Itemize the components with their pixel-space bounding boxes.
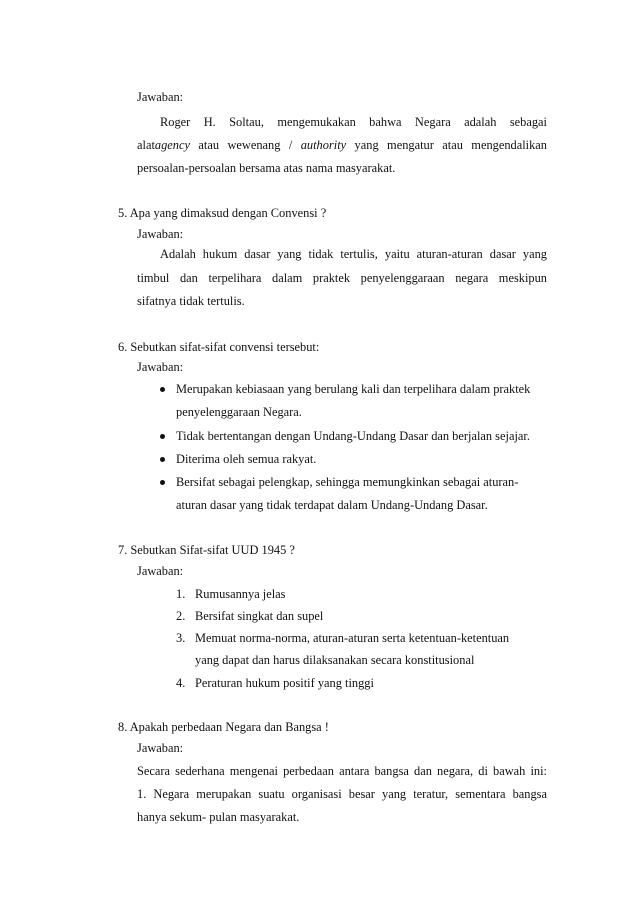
list-item: Merupakan kebiasaan yang berulang kali dan terpelihara dalam praktek xyxy=(176,382,531,396)
answer-label: Jawaban: xyxy=(137,360,184,374)
answer-text-line: hanya sekum- pulan masyarakat. xyxy=(137,810,300,824)
list-number: 1. xyxy=(176,587,186,601)
list-number: 2. xyxy=(176,609,186,623)
answer-text-line: alatagency atau wewenang / authority yang mengatur atau mengendalikan xyxy=(137,138,547,152)
answer-label: Jawaban: xyxy=(137,564,184,578)
list-item: Bersifat sebagai pelengkap, sehingga memungkinkan sebagai aturan- xyxy=(176,475,519,489)
answer-text-line: timbul dan terpelihara dalam praktek penyelenggaraan negara meskipun xyxy=(137,271,547,285)
answer-label: Jawaban: xyxy=(137,741,184,755)
bullet-icon xyxy=(160,434,165,439)
list-item-continuation: penyelenggaraan Negara. xyxy=(176,405,302,419)
answer-text-line: sifatnya tidak tertulis. xyxy=(137,294,245,308)
list-item-continuation: yang dapat dan harus dilaksanakan secara konstitusional xyxy=(195,653,475,667)
answer-text-line: 1. Negara merupakan suatu organisasi besar yang teratur, sementara bangsa xyxy=(137,787,547,801)
list-item: Bersifat singkat dan supel xyxy=(195,609,324,623)
question-5: 5. Apa yang dimaksud dengan Convensi ? xyxy=(118,206,327,220)
list-item: Memuat norma-norma, aturan-aturan serta ketentuan-ketentuan xyxy=(195,631,510,645)
list-number: 4. xyxy=(176,676,186,690)
bullet-icon xyxy=(160,480,165,485)
answer-text-line: Secara sederhana mengenai perbedaan antara bangsa dan negara, di bawah ini: xyxy=(137,764,547,778)
list-item: Rumusannya jelas xyxy=(195,587,286,601)
list-item: Diterima oleh semua rakyat. xyxy=(176,452,317,466)
bullet-icon xyxy=(160,457,165,462)
list-item-continuation: aturan dasar yang tidak terdapat dalam Undang-Undang Dasar. xyxy=(176,498,488,512)
question-8: 8. Apakah perbedaan Negara dan Bangsa ! xyxy=(118,720,329,734)
answer-label: Jawaban: xyxy=(137,227,184,241)
bullet-icon xyxy=(160,387,165,392)
answer-text-line: Adalah hukum dasar yang tidak tertulis, yaitu aturan-aturan dasar yang xyxy=(160,247,547,261)
list-number: 3. xyxy=(176,631,186,645)
question-6: 6. Sebutkan sifat-sifat convensi tersebut: xyxy=(118,340,320,354)
answer-text-line: Roger H. Soltau, mengemukakan bahwa Negara adalah sebagai xyxy=(160,115,547,129)
answer-label: Jawaban: xyxy=(137,90,184,104)
question-7: 7. Sebutkan Sifat-sifat UUD 1945 ? xyxy=(118,543,295,557)
list-item: Peraturan hukum positif yang tinggi xyxy=(195,676,374,690)
answer-text-line: persoalan-persoalan bersama atas nama masyarakat. xyxy=(137,161,396,175)
list-item: Tidak bertentangan dengan Undang-Undang Dasar dan berjalan sejajar. xyxy=(176,429,530,443)
